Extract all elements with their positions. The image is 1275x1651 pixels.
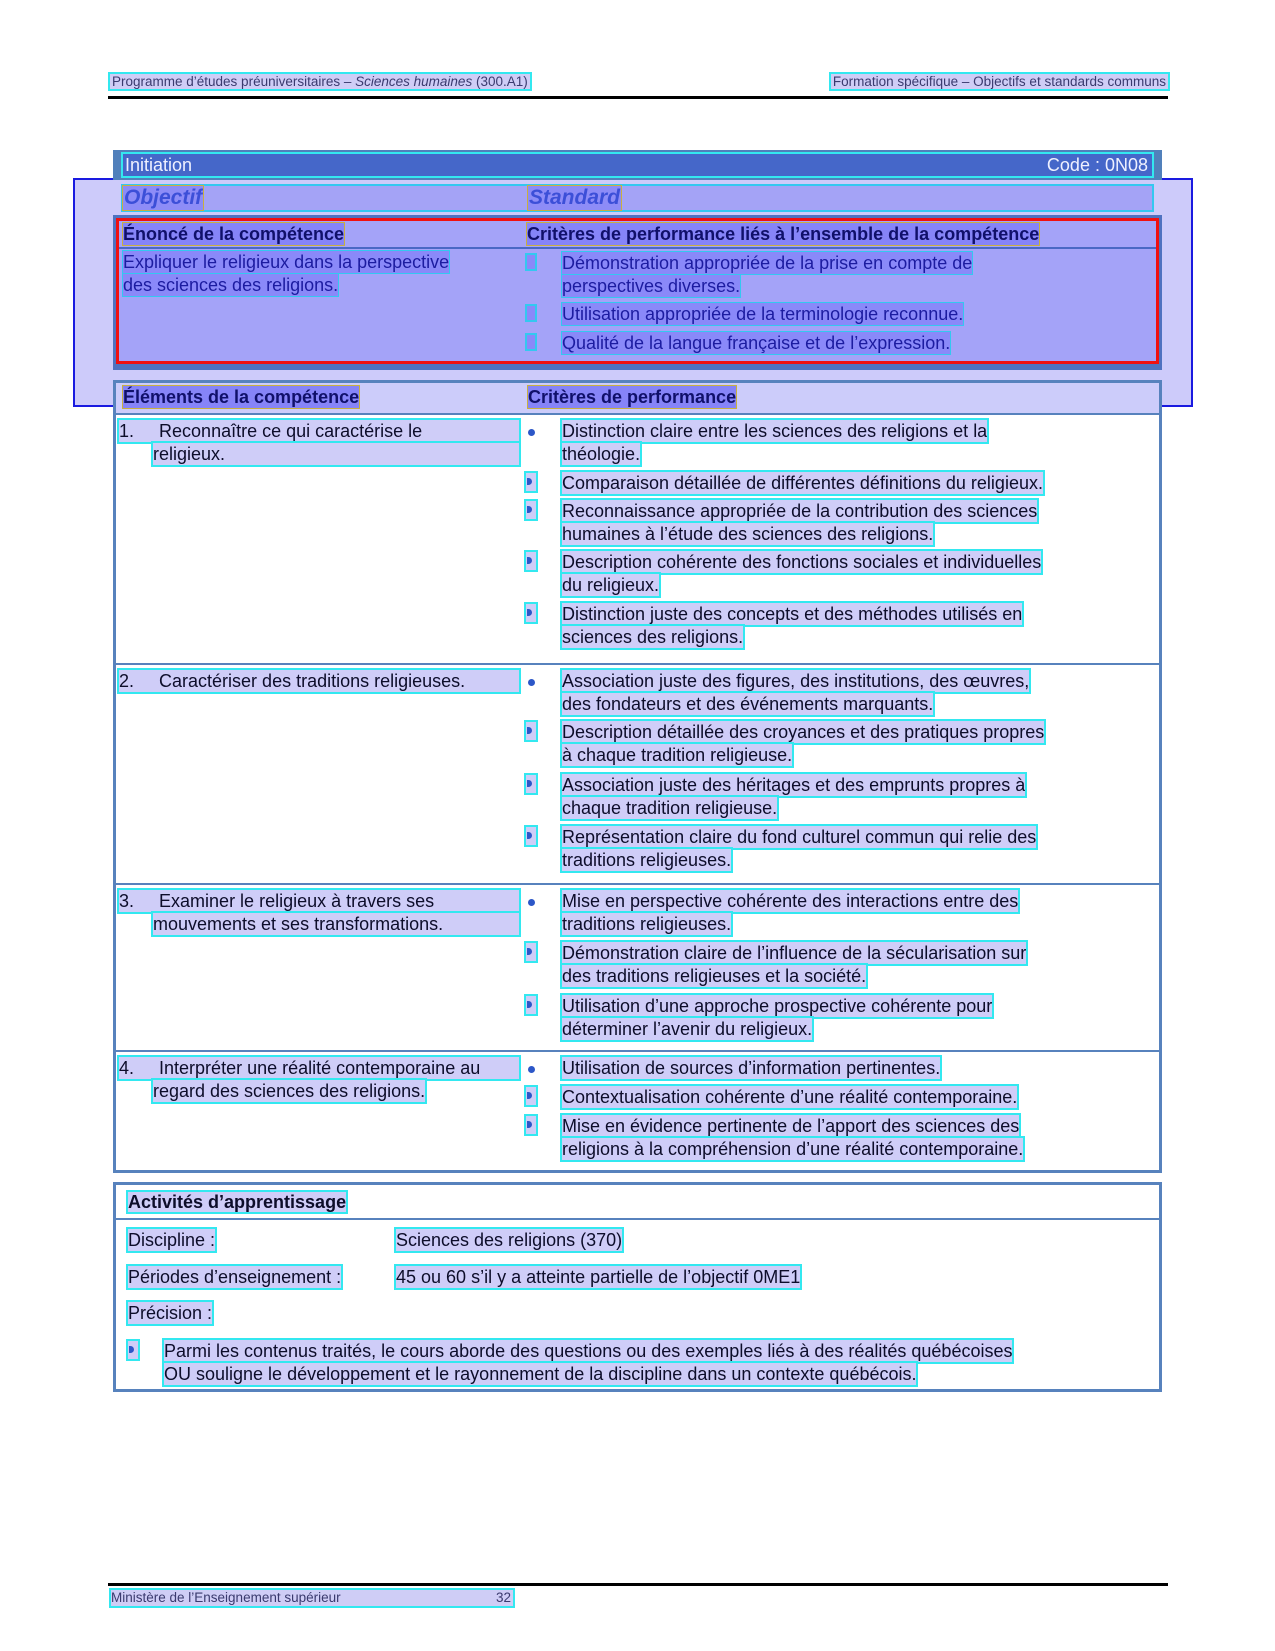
running-header-right: Formation spécifique – Objectifs et standards communs xyxy=(832,74,1166,89)
criterion-line-cont: humaines à l’étude des sciences des religions. xyxy=(562,524,934,544)
page-number: 32 xyxy=(495,1590,511,1605)
bullet-icon xyxy=(528,899,535,906)
footer-rule xyxy=(108,1583,1168,1586)
element-text: Interpréter une réalité contemporaine au xyxy=(159,1058,481,1078)
element-line xyxy=(119,1057,519,1079)
criterion-line: Association juste des héritages et des emprunts propres à xyxy=(562,775,1026,795)
table-row xyxy=(116,1050,1159,1172)
element-number: 1. xyxy=(119,421,135,441)
bullet-icon xyxy=(526,943,536,961)
criterion-line: Utilisation d’une approche prospective cohérente pour xyxy=(562,996,993,1016)
criterion-line: Comparaison détaillée de différentes définitions du religieux. xyxy=(562,473,1043,493)
precision-label: Précision : xyxy=(128,1303,213,1323)
criterion-line: Représentation claire du fond culturel commun qui relie des xyxy=(562,827,1037,847)
elements-header-right: Critères de performance xyxy=(528,387,737,407)
criterion-line-cont: traditions religieuses. xyxy=(562,914,732,934)
criterion-line-cont: religions à la compréhension d’une réalité contemporaine. xyxy=(562,1139,1024,1159)
criterion-line: Contextualisation cohérente d’une réalité contemporaine. xyxy=(562,1087,1018,1107)
enonce-criterion-cont: perspectives diverses. xyxy=(562,276,741,296)
enonce-criterion: Qualité de la langue française et de l’expression. xyxy=(562,333,951,353)
criterion-line: Association juste des figures, des institutions, des œuvres, xyxy=(562,671,1030,691)
bullet-icon xyxy=(527,306,535,320)
precision-line: Parmi les contenus traités, le cours aborde des questions ou des exemples liés à des réalités québécoises xyxy=(164,1341,1013,1361)
criterion-line-cont: traditions religieuses. xyxy=(562,850,732,870)
learning-activities-box xyxy=(113,1182,1162,1392)
course-title-bar-inner xyxy=(123,154,1152,176)
criterion-line-cont: sciences des religions. xyxy=(562,627,744,647)
bullet-icon xyxy=(526,1087,536,1105)
bullet-icon xyxy=(527,335,535,349)
enonce-header-right: Critères de performance liés à l’ensemble de la compétence xyxy=(527,224,1040,244)
bullet-icon xyxy=(526,1116,536,1134)
program-field: Sciences humaines xyxy=(355,74,473,89)
criterion-line: Mise en perspective cohérente des interactions entre des xyxy=(562,891,1019,911)
bullet-icon xyxy=(526,996,536,1014)
footer-ministry: Ministère de l’Enseignement supérieur xyxy=(111,1590,341,1605)
bullet-icon xyxy=(526,722,536,740)
enonce-criterion: Utilisation appropriée de la terminologie reconnue. xyxy=(562,304,964,324)
learning-activities-header xyxy=(116,1185,1159,1220)
bullet-icon xyxy=(526,775,536,793)
element-line xyxy=(119,890,519,912)
course-title: Initiation xyxy=(125,155,193,175)
enonce-criterion: Démonstration appropriée de la prise en compte de xyxy=(562,253,973,273)
standard-label: Standard xyxy=(529,186,621,209)
enonce-statement-line: Expliquer le religieux dans la perspective xyxy=(123,252,450,272)
element-text: Reconnaître ce qui caractérise le xyxy=(159,421,423,441)
criterion-line-cont: chaque tradition religieuse. xyxy=(562,798,778,818)
discipline-value: Sciences des religions (370) xyxy=(396,1230,623,1250)
criterion-line: Distinction claire entre les sciences des religions et la xyxy=(562,421,988,441)
bullet-icon xyxy=(527,255,535,269)
criterion-line-cont: à chaque tradition religieuse. xyxy=(562,745,793,765)
criterion-line: Distinction juste des concepts et des méthodes utilisés en xyxy=(562,604,1023,624)
learning-activities-title: Activités d’apprentissage xyxy=(128,1192,347,1212)
bullet-icon xyxy=(526,827,536,845)
enonce-header-left: Énoncé de la compétence xyxy=(123,224,345,244)
bullet-icon xyxy=(528,679,535,686)
element-number: 3. xyxy=(119,891,135,911)
criterion-line-cont: déterminer l’avenir du religieux. xyxy=(562,1019,813,1039)
periods-value: 45 ou 60 s’il y a atteinte partielle de l’objectif 0ME1 xyxy=(396,1267,801,1287)
enonce-header xyxy=(119,221,1156,249)
bullet-icon xyxy=(526,473,536,491)
running-header-left xyxy=(110,74,530,89)
discipline-label: Discipline : xyxy=(128,1230,216,1250)
course-title-bar xyxy=(113,150,1162,180)
bullet-icon xyxy=(528,1066,535,1073)
criterion-line-cont: des traditions religieuses et la société. xyxy=(562,966,867,986)
element-line-cont: mouvements et ses transformations. xyxy=(153,913,519,935)
elements-header-left: Éléments de la compétence xyxy=(123,387,360,407)
element-line xyxy=(119,670,519,692)
criterion-line: Mise en évidence pertinente de l’apport des sciences des xyxy=(562,1116,1020,1136)
page-footer xyxy=(111,1590,513,1606)
element-text: Examiner le religieux à travers ses xyxy=(159,891,435,911)
criterion-line: Description détaillée des croyances et des pratiques propres xyxy=(562,722,1045,742)
bullet-icon xyxy=(526,552,536,570)
criterion-line: Reconnaissance appropriée de la contribution des sciences xyxy=(562,501,1038,521)
element-number: 4. xyxy=(119,1058,135,1078)
element-line-cont: regard des sciences des religions. xyxy=(153,1081,426,1101)
table-row xyxy=(116,663,1159,883)
element-line xyxy=(119,420,519,442)
table-row xyxy=(116,415,1159,661)
enonce-box-inner xyxy=(116,218,1159,364)
criterion-line: Démonstration claire de l’influence de la sécularisation sur xyxy=(562,943,1027,963)
elements-table xyxy=(113,380,1162,1173)
bullet-icon xyxy=(528,429,535,436)
criterion-line-cont: théologie. xyxy=(562,444,641,464)
bullet-icon xyxy=(128,1341,138,1359)
header-rule xyxy=(108,96,1168,99)
table-row xyxy=(116,883,1159,1050)
objective-standard-row xyxy=(123,186,1152,210)
running-header xyxy=(110,74,1168,94)
element-number: 2. xyxy=(119,671,135,691)
element-line-cont: religieux. xyxy=(153,443,519,465)
bullet-icon xyxy=(526,604,536,622)
criterion-line: Utilisation de sources d’information pertinentes. xyxy=(562,1058,941,1078)
criterion-line-cont: des fondateurs et des événements marquants. xyxy=(562,694,934,714)
program-code: (300.A1) xyxy=(472,74,528,89)
bullet-icon xyxy=(526,501,536,519)
objectif-label: Objectif xyxy=(124,186,203,209)
enonce-statement-line: des sciences des religions. xyxy=(123,275,339,295)
program-name: Programme d’études préuniversitaires – xyxy=(112,74,356,89)
criterion-line-cont: du religieux. xyxy=(562,575,660,595)
periods-label: Périodes d’enseignement : xyxy=(128,1267,342,1287)
precision-line-cont: OU souligne le développement et le rayonnement de la discipline dans un contexte québécois. xyxy=(164,1364,917,1384)
criterion-line: Description cohérente des fonctions sociales et individuelles xyxy=(562,552,1042,572)
element-text: Caractériser des traditions religieuses. xyxy=(159,671,466,691)
course-code: Code : 0N08 xyxy=(1046,155,1148,175)
enonce-box xyxy=(113,215,1162,370)
elements-table-header xyxy=(116,383,1159,415)
